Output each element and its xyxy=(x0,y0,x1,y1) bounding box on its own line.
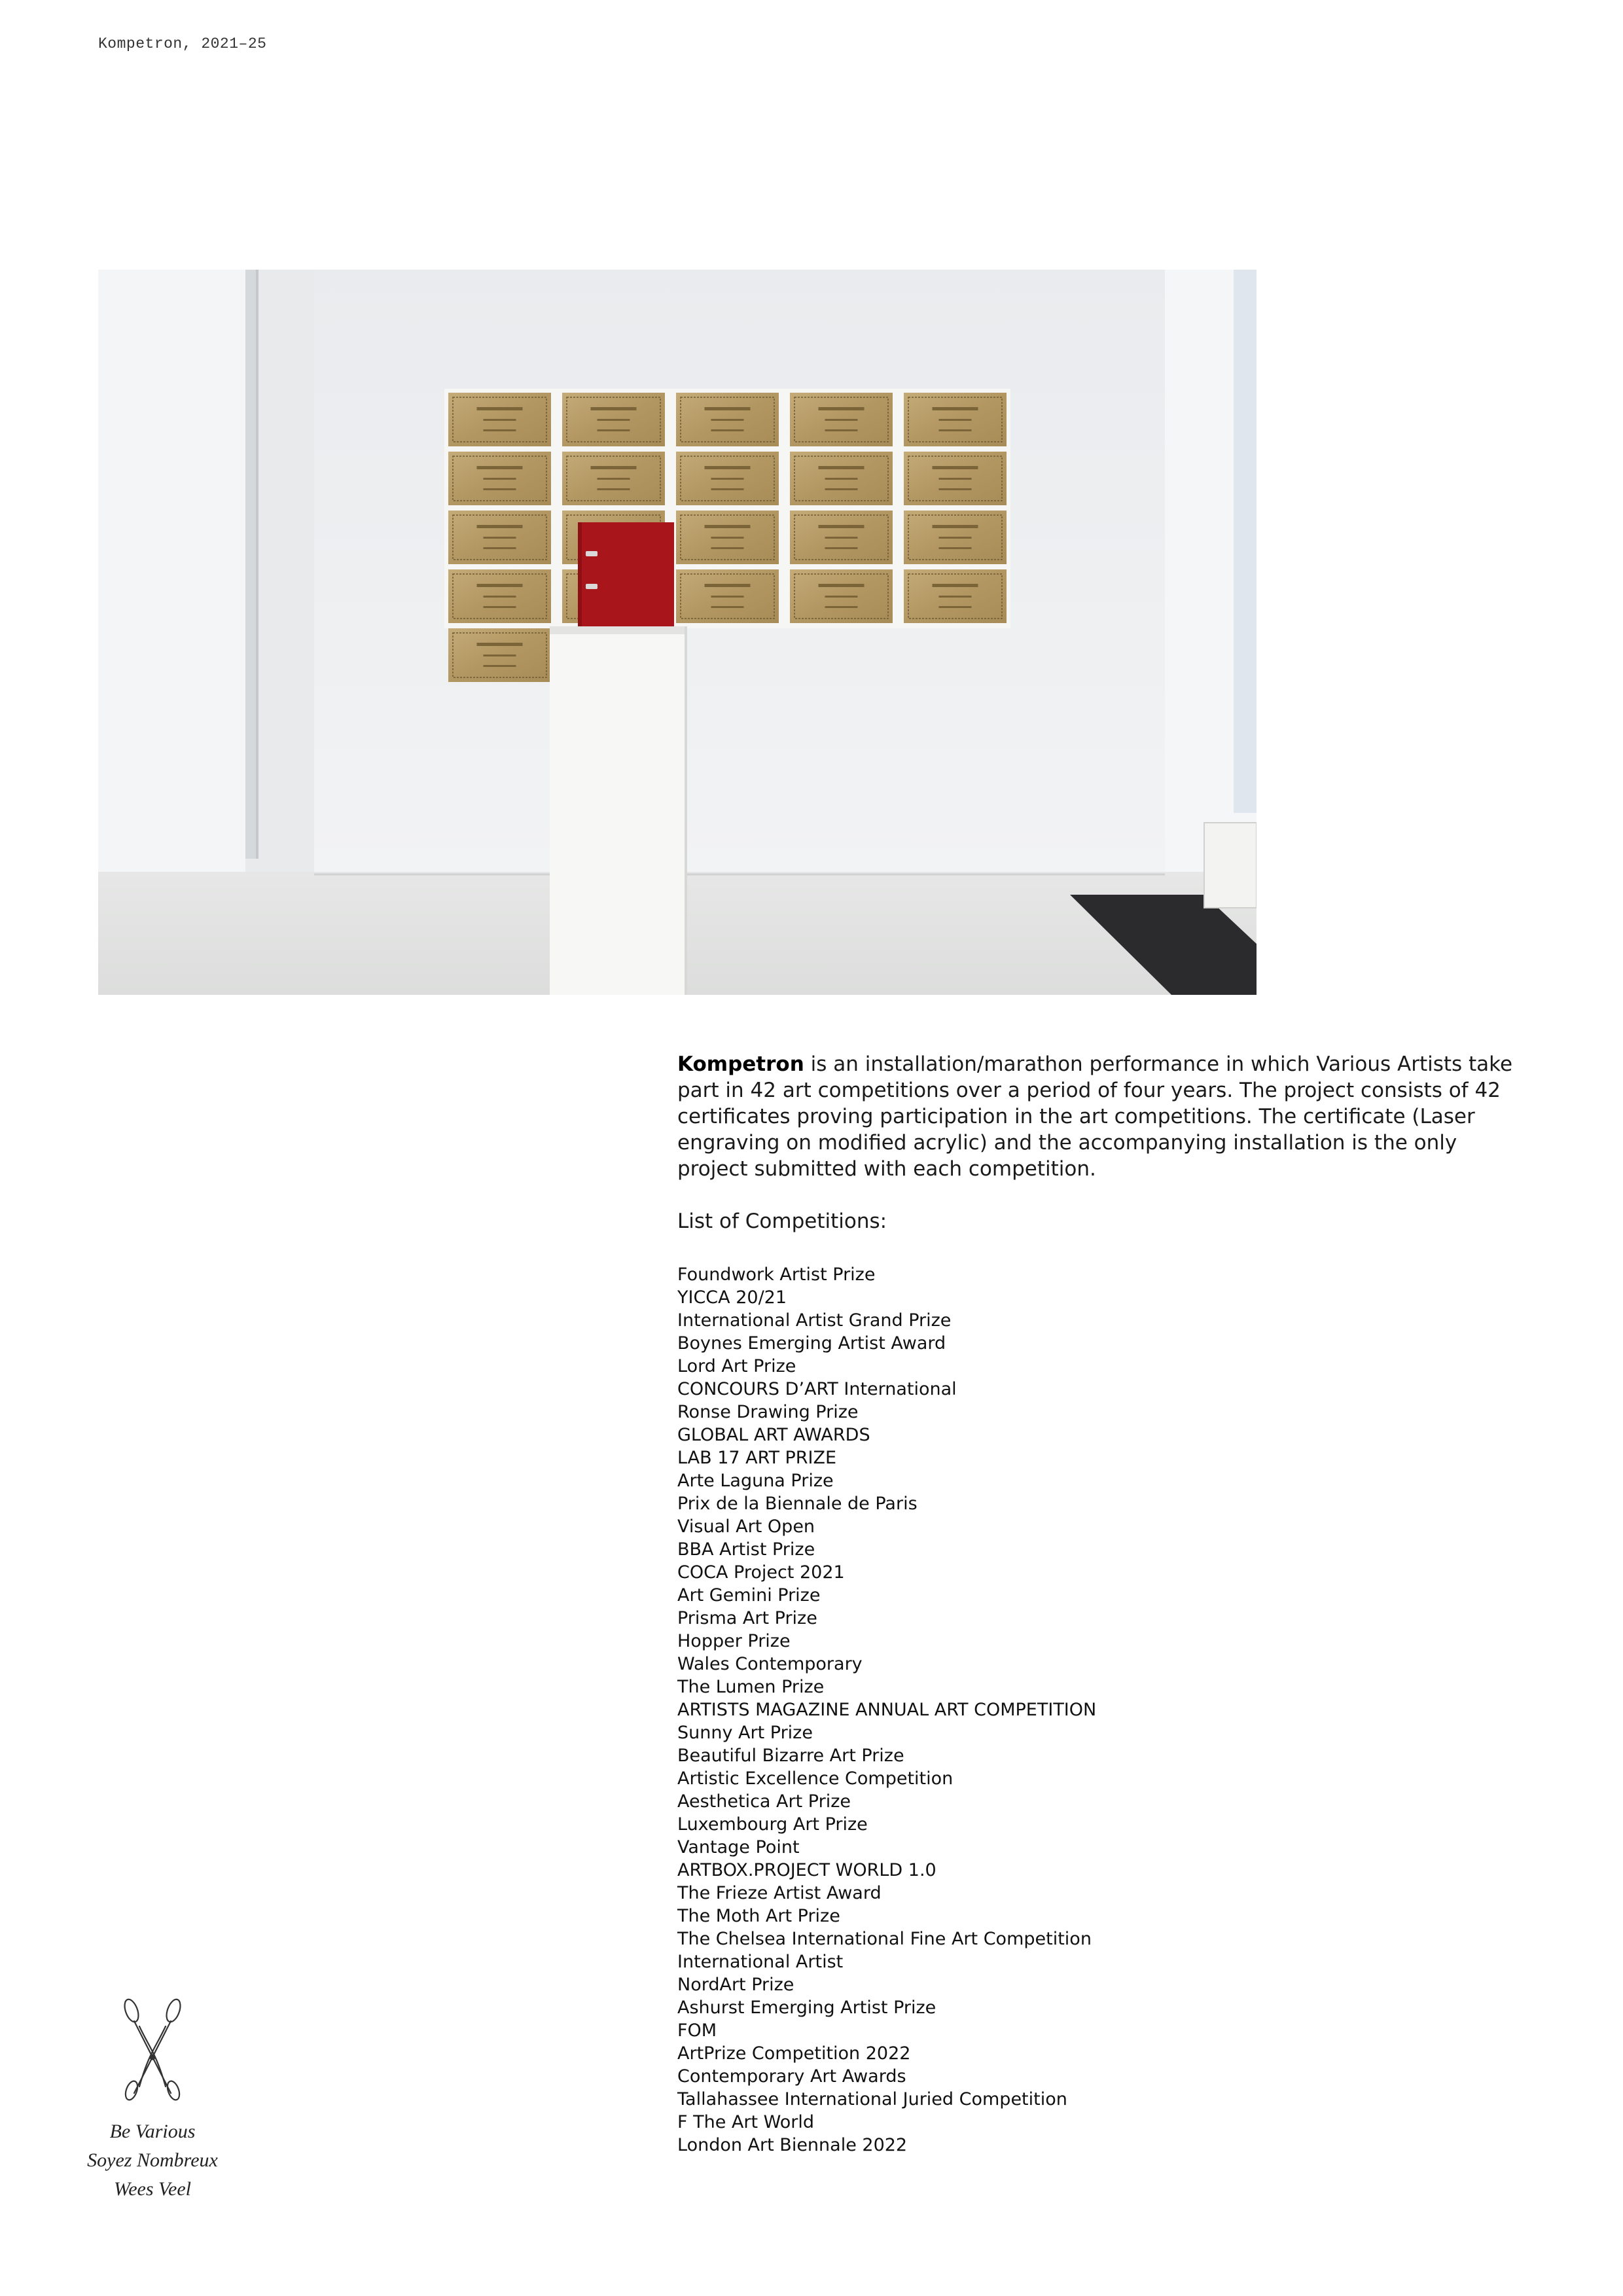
competition-item: International Artist xyxy=(677,1952,844,1972)
certificate-engraving xyxy=(477,466,523,469)
certificate-engraving xyxy=(711,429,744,431)
competition-item: Prisma Art Prize xyxy=(677,1608,817,1628)
competition-item: YICCA 20/21 xyxy=(677,1287,787,1308)
certificate-engraving xyxy=(484,429,516,431)
certificate-engraving xyxy=(477,584,523,587)
certificate-engraving xyxy=(939,547,972,549)
certificate-engraving xyxy=(939,478,972,480)
competition-item: Art Gemini Prize xyxy=(677,1585,821,1605)
competition-item: COCA Project 2021 xyxy=(677,1562,845,1583)
competition-item: Hopper Prize xyxy=(677,1631,791,1651)
competition-item: Luxembourg Art Prize xyxy=(677,1814,868,1835)
page-header-label: Kompetron, 2021–25 xyxy=(98,35,267,52)
competition-item: Arte Laguna Prize xyxy=(677,1471,834,1491)
competition-item: International Artist Grand Prize xyxy=(677,1310,952,1331)
competition-item: Foundwork Artist Prize xyxy=(677,1265,876,1285)
motto-line: Wees Veel xyxy=(113,2178,191,2200)
certificate-engraving xyxy=(825,547,858,549)
competition-item: Aesthetica Art Prize xyxy=(677,1791,851,1812)
competition-item: Beautiful Bizarre Art Prize xyxy=(677,1746,904,1766)
certificate-engraving xyxy=(484,596,516,598)
certificate-engraving xyxy=(705,525,751,528)
certificate-engraving xyxy=(819,466,865,469)
certificate-engraving xyxy=(819,584,865,587)
competition-item: Wales Contemporary xyxy=(677,1654,863,1674)
certificate-engraving xyxy=(825,478,858,480)
competition-item: Boynes Emerging Artist Award xyxy=(677,1333,946,1354)
certificate-engraving xyxy=(711,547,744,549)
competition-item: The Lumen Prize xyxy=(677,1677,825,1697)
project-title: Kompetron xyxy=(677,1052,804,1076)
intro-body: is an installation/marathon performance in which Various Artists take part in 42 art competitions over a period of four years. The project consists of 42 certificates proving participation in the art competitions. The certificate (Laser engraving on modified acrylic) and the accompanying installation is the only project submitted with each competition. xyxy=(677,1052,1513,1181)
certificate-engraving xyxy=(933,407,978,410)
certificate-engraving xyxy=(825,419,858,421)
competition-item: The Moth Art Prize xyxy=(677,1906,840,1926)
certificate-engraving xyxy=(484,537,516,539)
competition-item: The Chelsea International Fine Art Competition xyxy=(677,1929,1092,1949)
certificate-engraving xyxy=(825,537,858,539)
competition-item: Ashurst Emerging Artist Prize xyxy=(677,1998,936,2018)
certificate-engraving xyxy=(705,584,751,587)
certificate-engraving xyxy=(933,525,978,528)
certificate-engraving xyxy=(825,596,858,598)
motto xyxy=(77,2117,228,2204)
certificate-engraving xyxy=(705,466,751,469)
certificate-engraving xyxy=(484,655,516,656)
certificate-engraving xyxy=(484,665,516,667)
certificate-engraving xyxy=(597,419,630,421)
intro-paragraph xyxy=(677,1051,1528,1182)
competition-item: Prix de la Biennale de Paris xyxy=(677,1494,918,1514)
competition-item: Sunny Art Prize xyxy=(677,1723,813,1743)
certificate-engraving xyxy=(711,537,744,539)
certificate-engraving xyxy=(705,407,751,410)
certificate-engraving xyxy=(825,488,858,490)
certificate-engraving xyxy=(597,429,630,431)
competition-item: NordArt Prize xyxy=(677,1975,794,1995)
certificate-engraving xyxy=(591,407,637,410)
motto-line: Soyez Nombreux xyxy=(87,2149,218,2171)
certificate-engraving xyxy=(939,429,972,431)
certificate-engraving xyxy=(939,488,972,490)
competition-item: ARTBOX.PROJECT WORLD 1.0 xyxy=(677,1860,936,1880)
certificate-engraving xyxy=(711,419,744,421)
competition-item: ARTISTS MAGAZINE ANNUAL ART COMPETITION xyxy=(677,1700,1097,1720)
certificate-engraving xyxy=(819,525,865,528)
certificate-engraving xyxy=(591,466,637,469)
certificate-engraving xyxy=(597,478,630,480)
certificate-engraving xyxy=(933,466,978,469)
competition-item: GLOBAL ART AWARDS xyxy=(677,1425,870,1445)
competition-item: The Frieze Artist Award xyxy=(677,1883,882,1903)
certificate-engraving xyxy=(825,606,858,608)
list-heading: List of Competitions: xyxy=(677,1210,887,1233)
certificate-engraving xyxy=(477,407,523,410)
competition-item: Tallahassee International Juried Competition xyxy=(677,2089,1067,2109)
certificate-engraving xyxy=(819,407,865,410)
description-column xyxy=(677,1051,1528,2157)
motto-line: Be Various xyxy=(109,2121,196,2142)
certificate-engraving xyxy=(711,596,744,598)
competition-item: London Art Biennale 2022 xyxy=(677,2135,908,2155)
certificate-engraving xyxy=(597,488,630,490)
competition-item: LAB 17 ART PRIZE xyxy=(677,1448,837,1468)
competition-item: ArtPrize Competition 2022 xyxy=(677,2043,911,2064)
competition-item: F The Art World xyxy=(677,2112,815,2132)
certificate-engraving xyxy=(939,596,972,598)
competition-item: Vantage Point xyxy=(677,1837,800,1857)
competition-item: FOM xyxy=(677,2020,717,2041)
certificate-engraving xyxy=(711,488,744,490)
competition-item: Artistic Excellence Competition xyxy=(677,1768,954,1789)
competition-item: Ronse Drawing Prize xyxy=(677,1402,859,1422)
certificate-engraving xyxy=(484,478,516,480)
competition-item: BBA Artist Prize xyxy=(677,1539,815,1560)
installation-photo xyxy=(98,270,1257,995)
brand-logo xyxy=(77,1995,228,2204)
competition-item: Contemporary Art Awards xyxy=(677,2066,906,2087)
certificate-engraving xyxy=(711,478,744,480)
certificate-engraving xyxy=(939,419,972,421)
certificate-engraving xyxy=(711,606,744,608)
competition-item: CONCOURS D’ART International xyxy=(677,1379,957,1399)
competition-item: Visual Art Open xyxy=(677,1516,815,1537)
certificate-engraving xyxy=(484,547,516,549)
competition-list xyxy=(677,1263,1528,2157)
certificate-engraving xyxy=(939,606,972,608)
certificate-engraving xyxy=(484,606,516,608)
competition-item: Lord Art Prize xyxy=(677,1356,796,1376)
scissors-monogram-icon xyxy=(113,1995,192,2103)
certificate-engraving xyxy=(477,525,523,528)
certificate-engraving xyxy=(933,584,978,587)
certificate-engraving xyxy=(939,537,972,539)
certificate-engraving xyxy=(484,419,516,421)
certificate-engraving xyxy=(484,488,516,490)
certificate-engraving xyxy=(477,643,523,646)
certificate-engraving xyxy=(825,429,858,431)
